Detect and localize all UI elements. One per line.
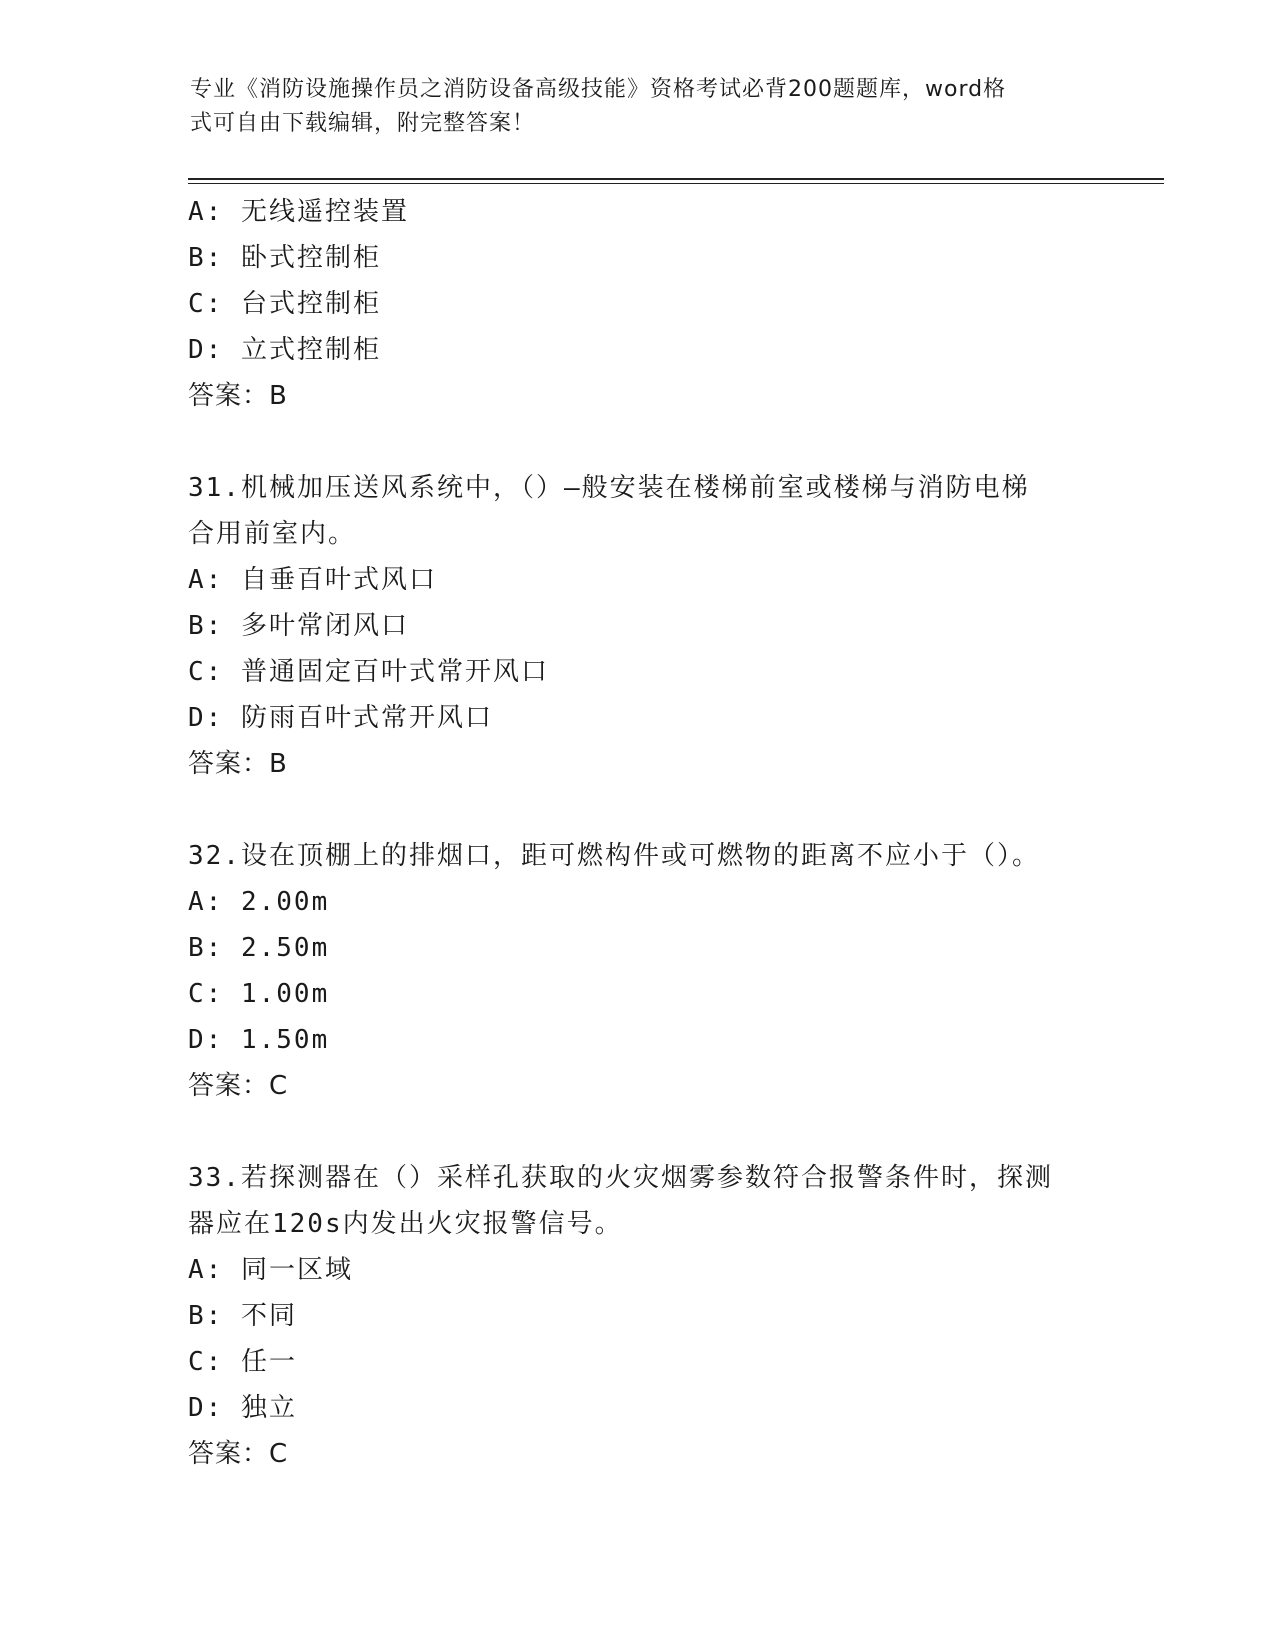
- question-stem-line: 32.设在顶棚上的排烟口，距可燃构件或可燃物的距离不应小于（）。: [188, 841, 1040, 871]
- answer-line: 答案：B: [188, 381, 288, 411]
- question-block-30: [188, 189, 1088, 419]
- question-stem-line: 31.机械加压送风系统中，（）—般安装在楼梯前室或楼梯与消防电梯: [188, 473, 1030, 503]
- option-d: D: 1.50m: [188, 1025, 330, 1055]
- spacer: [188, 787, 1088, 833]
- question-stem-line: 33.若探测器在（）采样孔获取的火灾烟雾参数符合报警条件时，探测: [188, 1163, 1053, 1193]
- question-block-32: [188, 833, 1088, 1109]
- option-b: B: 不同: [188, 1301, 297, 1331]
- option-c: C: 台式控制柜: [188, 289, 381, 319]
- option-d: D: 防雨百叶式常开风口: [188, 703, 493, 733]
- option-a: A: 无线遥控装置: [188, 197, 409, 227]
- option-c: C: 1.00m: [188, 979, 330, 1009]
- header-divider-thin: [188, 183, 1164, 184]
- question-list: [188, 189, 1088, 1477]
- answer-line: 答案：B: [188, 749, 288, 779]
- document-header: [190, 73, 1090, 141]
- option-d: D: 独立: [188, 1393, 297, 1423]
- answer-line: 答案：C: [188, 1439, 289, 1469]
- option-c: C: 任一: [188, 1347, 297, 1377]
- header-line-1: 专业《消防设施操作员之消防设备高级技能》资格考试必背200题题库，word格: [190, 77, 1007, 102]
- option-a: A: 自垂百叶式风口: [188, 565, 437, 595]
- option-c: C: 普通固定百叶式常开风口: [188, 657, 549, 687]
- spacer: [188, 1109, 1088, 1155]
- header-line-2: 式可自由下载编辑，附完整答案！: [190, 111, 536, 136]
- option-a: A: 同一区域: [188, 1255, 353, 1285]
- option-d: D: 立式控制柜: [188, 335, 381, 365]
- question-block-31: [188, 465, 1088, 787]
- question-stem-line: 合用前室内。: [188, 519, 357, 549]
- option-b: B: 多叶常闭风口: [188, 611, 409, 641]
- option-b: B: 卧式控制柜: [188, 243, 381, 273]
- option-a: A: 2.00m: [188, 887, 330, 917]
- spacer: [188, 419, 1088, 465]
- question-block-33: [188, 1155, 1088, 1477]
- option-b: B: 2.50m: [188, 933, 330, 963]
- question-stem-line: 器应在120s内发出火灾报警信号。: [188, 1209, 623, 1239]
- header-divider-thick: [188, 178, 1164, 180]
- answer-line: 答案：C: [188, 1071, 289, 1101]
